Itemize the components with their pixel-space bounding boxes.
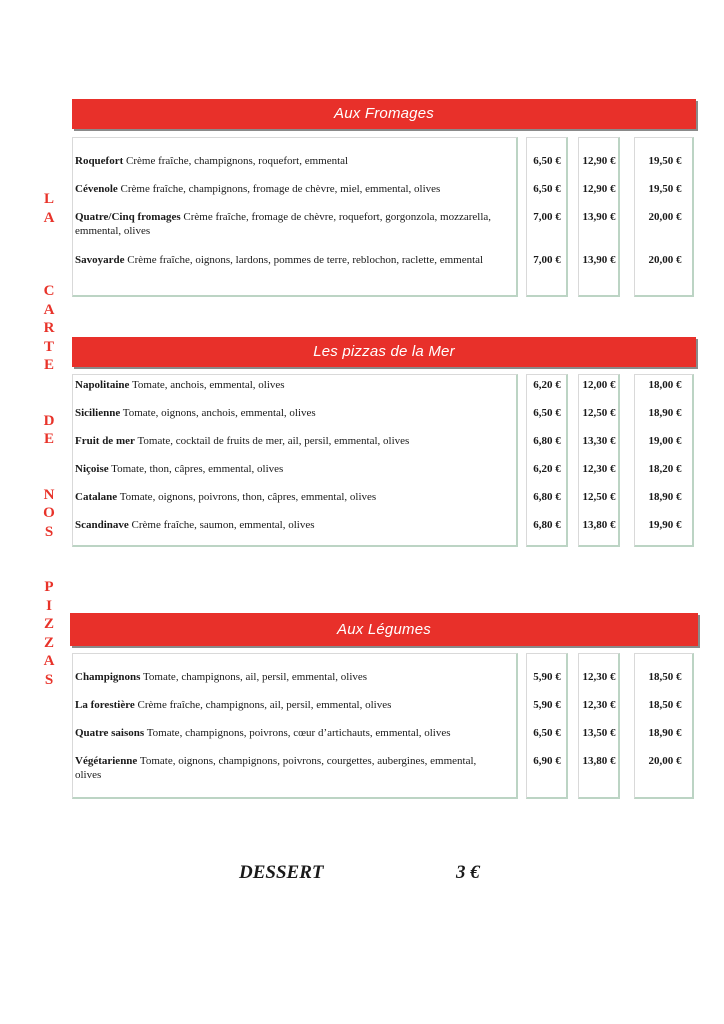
price-large: 19,50 € bbox=[648, 155, 682, 167]
side-letter: S bbox=[44, 523, 54, 540]
side-letter: S bbox=[44, 671, 54, 688]
section-mer bbox=[72, 337, 696, 550]
section-title: Aux Fromages bbox=[72, 99, 696, 129]
pizza-name: Niçoise bbox=[75, 463, 109, 475]
price-large: 18,90 € bbox=[648, 407, 682, 419]
section-title: Aux Légumes bbox=[70, 613, 698, 646]
side-letter: T bbox=[43, 338, 54, 355]
price-medium: 13,90 € bbox=[582, 254, 616, 266]
pizza-name: Scandinave bbox=[75, 519, 129, 531]
pizza-ingredients: Tomate, oignons, champignons, poivrons, courgettes, aubergines, emmental, olives bbox=[75, 755, 477, 781]
side-title bbox=[40, 190, 58, 689]
price-medium: 12,90 € bbox=[582, 155, 616, 167]
section-fromages bbox=[72, 99, 696, 299]
section-title: Les pizzas de la Mer bbox=[72, 337, 696, 367]
price-large: 19,50 € bbox=[648, 183, 682, 195]
side-letter: A bbox=[43, 301, 55, 318]
price-medium: 13,50 € bbox=[582, 727, 616, 739]
price-small: 6,20 € bbox=[533, 463, 561, 475]
price-medium: 13,80 € bbox=[582, 755, 616, 767]
pizza-ingredients: Tomate, champignons, ail, persil, emmental, olives bbox=[142, 671, 368, 683]
price-large: 18,50 € bbox=[648, 699, 682, 711]
side-letter: I bbox=[46, 597, 52, 614]
price-large: 18,90 € bbox=[648, 491, 682, 503]
price-large: 18,90 € bbox=[648, 727, 682, 739]
pizza-name: Savoyarde bbox=[75, 254, 125, 266]
price-small: 6,90 € bbox=[533, 755, 561, 767]
side-letter: C bbox=[43, 283, 55, 299]
price-large: 18,20 € bbox=[648, 463, 682, 475]
price-medium: 12,00 € bbox=[582, 379, 616, 391]
price-small: 6,80 € bbox=[533, 519, 561, 531]
pizza-name: Fruit de mer bbox=[75, 435, 135, 447]
price-medium: 12,50 € bbox=[582, 407, 616, 419]
price-medium: 12,30 € bbox=[582, 699, 616, 711]
pizza-ingredients: Tomate, anchois, emmental, olives bbox=[131, 379, 285, 391]
pizza-name: Quatre/Cinq fromages bbox=[75, 211, 181, 223]
pizza-name: Champignons bbox=[75, 671, 141, 683]
side-letter: P bbox=[44, 579, 54, 595]
price-large: 19,90 € bbox=[648, 519, 682, 531]
pizza-name: La forestière bbox=[75, 699, 135, 711]
price-medium: 13,90 € bbox=[582, 211, 616, 223]
side-letter: Z bbox=[43, 616, 54, 632]
side-letter: Z bbox=[43, 634, 54, 651]
price-medium: 12,90 € bbox=[582, 183, 616, 195]
price-small: 6,50 € bbox=[533, 407, 561, 419]
section-legumes bbox=[70, 613, 698, 801]
side-letter: E bbox=[43, 357, 54, 373]
price-medium: 12,30 € bbox=[582, 463, 616, 475]
pizza-name: Catalane bbox=[75, 491, 118, 503]
price-small: 6,50 € bbox=[533, 155, 561, 167]
price-medium: 13,30 € bbox=[582, 435, 616, 447]
dessert-label: DESSERT bbox=[239, 862, 324, 883]
pizza-ingredients: Crème fraîche, fromage de chèvre, roquefort, gorgonzola, mozzarella, emmental, olives bbox=[75, 211, 492, 237]
side-letter: A bbox=[43, 209, 55, 226]
price-small: 6,20 € bbox=[533, 379, 561, 391]
price-small: 5,90 € bbox=[533, 699, 561, 711]
side-letter: R bbox=[43, 320, 55, 336]
price-small: 6,50 € bbox=[533, 727, 561, 739]
price-small: 5,90 € bbox=[533, 671, 561, 683]
pizza-ingredients: Crème fraîche, champignons, fromage de chèvre, miel, emmental, olives bbox=[120, 183, 441, 195]
price-medium: 12,50 € bbox=[582, 491, 616, 503]
price-small: 7,00 € bbox=[533, 211, 561, 223]
side-letter: N bbox=[43, 486, 55, 503]
pizza-ingredients: Crème fraîche, champignons, roquefort, emmental bbox=[126, 155, 349, 167]
price-large: 20,00 € bbox=[648, 254, 682, 266]
price-large: 19,00 € bbox=[648, 435, 682, 447]
pizza-ingredients: Tomate, cocktail de fruits de mer, ail, persil, emmental, olives bbox=[137, 435, 410, 447]
side-letter: L bbox=[43, 191, 54, 207]
price-medium: 13,80 € bbox=[582, 519, 616, 531]
pizza-name: Roquefort bbox=[75, 155, 124, 167]
dessert-price: 3 € bbox=[456, 862, 480, 883]
pizza-ingredients: Tomate, oignons, anchois, emmental, olives bbox=[122, 407, 316, 419]
pizza-name: Quatre saisons bbox=[75, 727, 145, 739]
price-large: 20,00 € bbox=[648, 755, 682, 767]
pizza-name: Sicilienne bbox=[75, 407, 121, 419]
price-medium: 12,30 € bbox=[582, 671, 616, 683]
pizza-ingredients: Crème fraîche, champignons, ail, persil, emmental, olives bbox=[137, 699, 392, 711]
price-small: 6,80 € bbox=[533, 435, 561, 447]
pizza-name: Végétarienne bbox=[75, 755, 138, 767]
pizza-ingredients: Crème fraîche, oignons, lardons, pommes de terre, reblochon, raclette, emmental bbox=[127, 254, 484, 266]
side-letter: O bbox=[43, 505, 55, 521]
price-small: 7,00 € bbox=[533, 254, 561, 266]
pizza-ingredients: Tomate, champignons, poivrons, cœur d’artichauts, emmental, olives bbox=[146, 727, 451, 739]
pizza-name: Napolitaine bbox=[75, 379, 130, 391]
price-large: 20,00 € bbox=[648, 211, 682, 223]
side-letter: A bbox=[43, 653, 55, 669]
price-small: 6,80 € bbox=[533, 491, 561, 503]
price-large: 18,50 € bbox=[648, 671, 682, 683]
pizza-name: Cévenole bbox=[75, 183, 118, 195]
price-large: 18,00 € bbox=[648, 379, 682, 391]
side-letter: D bbox=[43, 412, 55, 429]
pizza-ingredients: Tomate, oignons, poivrons, thon, câpres, emmental, olives bbox=[119, 491, 377, 503]
price-small: 6,50 € bbox=[533, 183, 561, 195]
side-letter: E bbox=[43, 431, 54, 447]
pizza-ingredients: Crème fraîche, saumon, emmental, olives bbox=[131, 519, 315, 531]
pizza-ingredients: Tomate, thon, câpres, emmental, olives bbox=[111, 463, 284, 475]
